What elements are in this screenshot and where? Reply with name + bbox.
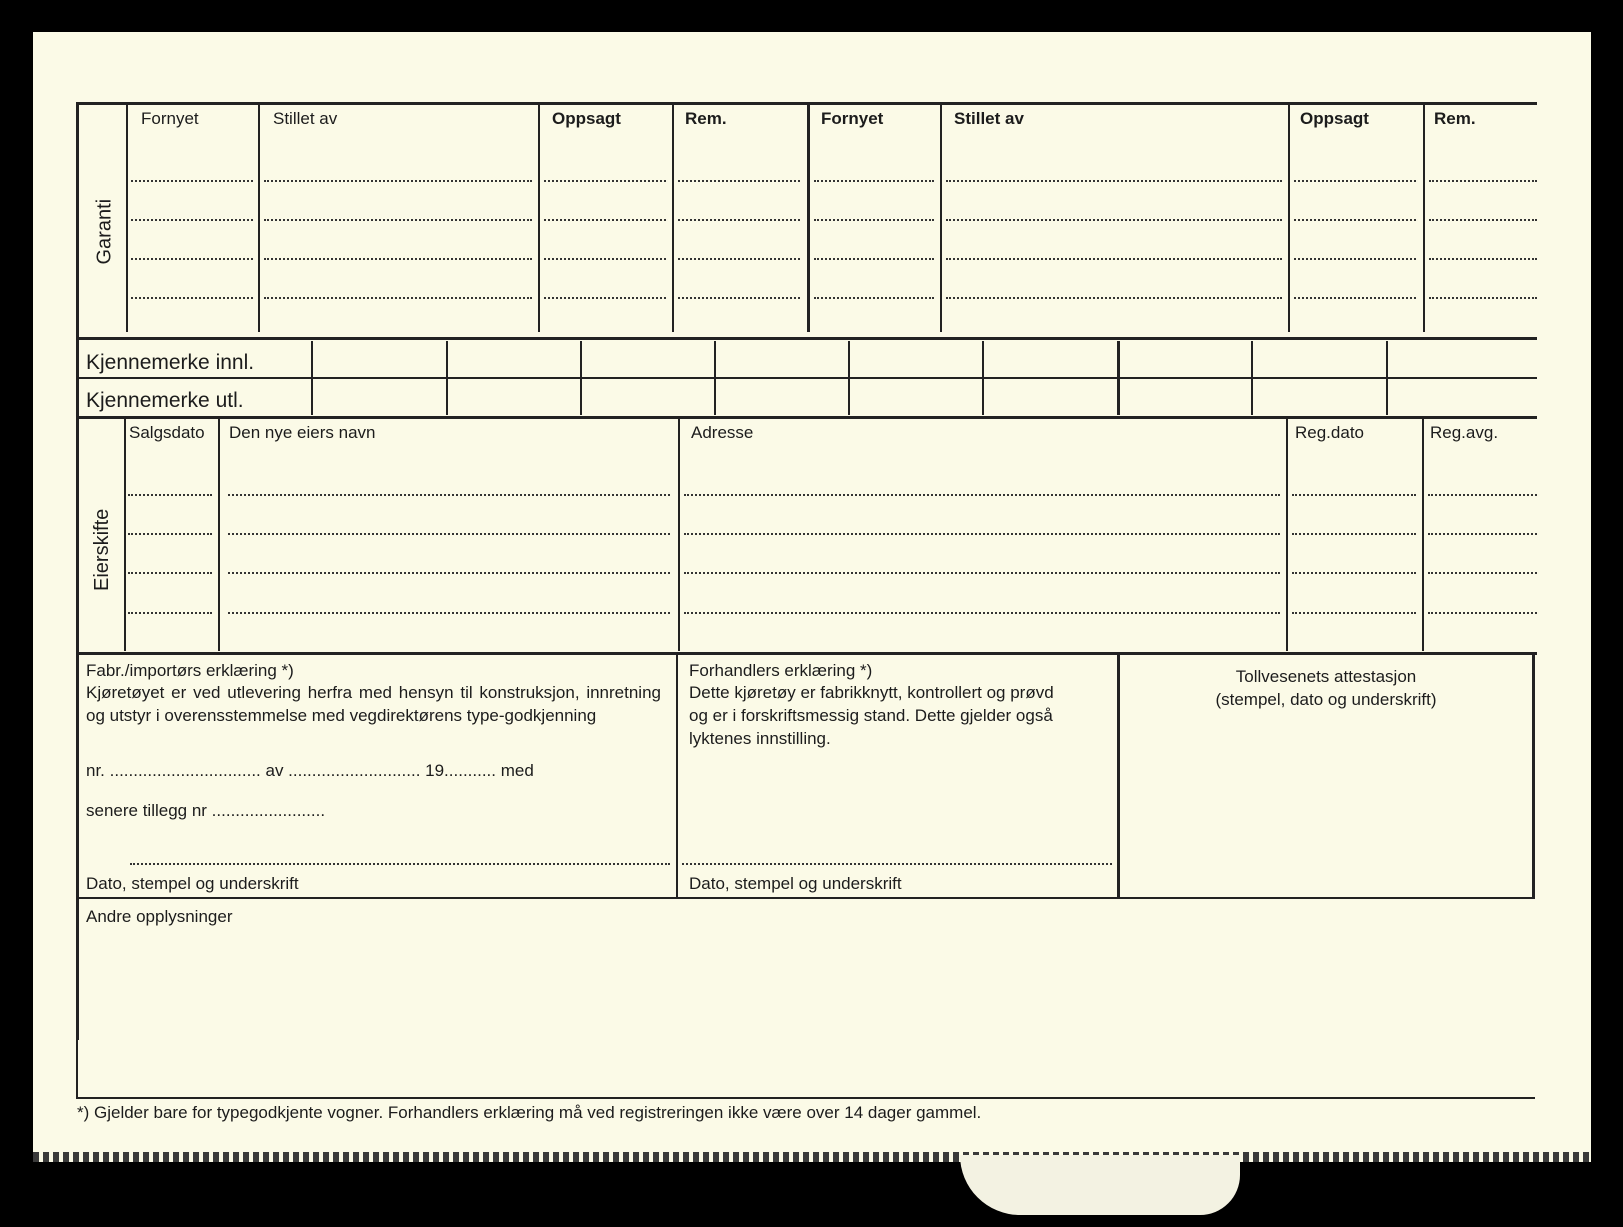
garanti-fill-line[interactable] — [1429, 297, 1537, 299]
garanti-fill-line[interactable] — [1429, 180, 1537, 182]
declarations-divider — [1117, 655, 1120, 897]
garanti-fill-line[interactable] — [946, 297, 1282, 299]
garanti-header-oppsagt: Oppsagt — [552, 109, 621, 128]
garanti-col-divider — [940, 104, 942, 332]
declarations-top-rule — [76, 652, 1537, 655]
garanti-header-rem: Rem. — [685, 109, 727, 128]
fabrikant-signature-line[interactable] — [130, 863, 670, 865]
kjennemerke-cell[interactable] — [1386, 341, 1388, 415]
eierskifte-col-divider — [124, 419, 126, 651]
eierskifte-fill-line[interactable] — [228, 494, 670, 496]
garanti-fill-line[interactable] — [1294, 297, 1416, 299]
eierskifte-top-rule — [76, 416, 1537, 419]
eierskifte-fill-line[interactable] — [1292, 572, 1416, 574]
garanti-header-fornyet: Fornyet — [141, 109, 199, 128]
andre-opplysninger-label: Andre opplysninger — [86, 907, 233, 926]
eierskifte-fill-line[interactable] — [684, 494, 1280, 496]
eierskifte-fill-line[interactable] — [1428, 533, 1537, 535]
eierskifte-header-navn: Den nye eiers navn — [229, 423, 376, 442]
garanti-header-stillet-av: Stillet av — [273, 109, 338, 128]
garanti-fill-line[interactable] — [678, 219, 800, 221]
kjennemerke-cell[interactable] — [982, 341, 984, 415]
kjennemerke-cell[interactable] — [1251, 341, 1253, 415]
kjennemerke-cell[interactable] — [446, 341, 448, 415]
garanti-fill-line[interactable] — [1429, 258, 1537, 260]
garanti-fill-line[interactable] — [131, 219, 253, 221]
garanti-col-divider — [672, 104, 674, 332]
kjennemerke-utl-label: Kjennemerke utl. — [86, 389, 244, 412]
garanti-fill-line[interactable] — [131, 258, 253, 260]
declarations-divider — [676, 655, 678, 897]
kjennemerke-cell[interactable] — [580, 341, 582, 415]
kjennemerke-cell[interactable] — [848, 341, 850, 415]
forhandler-signature-line[interactable] — [682, 863, 1112, 865]
eierskifte-header-adresse: Adresse — [691, 423, 754, 442]
eierskifte-col-divider — [218, 419, 220, 651]
garanti-fill-line[interactable] — [678, 180, 800, 182]
garanti-fill-line[interactable] — [946, 219, 1282, 221]
garanti-fill-line[interactable] — [1294, 258, 1416, 260]
garanti-fill-line[interactable] — [544, 219, 666, 221]
garanti-fill-line[interactable] — [544, 258, 666, 260]
eierskifte-fill-line[interactable] — [1428, 494, 1537, 496]
form-card — [33, 32, 1591, 1154]
perforation-edge — [33, 1152, 1591, 1162]
andre-left-border — [76, 897, 78, 1099]
garanti-col-divider — [538, 104, 540, 332]
forhandler-body: Dette kjøretøy er fabrikknytt, kontrollert og prøvd og er i forskriftsmessig stand. Dette gjelder også lyktenes innstilling. — [689, 683, 1054, 748]
garanti-col-divider — [258, 104, 260, 332]
fabrikant-tillegg-line[interactable]: senere tillegg nr ........................ — [86, 801, 326, 820]
eierskifte-col-divider — [1286, 419, 1288, 651]
kjennemerke-cell[interactable] — [1117, 341, 1120, 415]
eierskifte-fill-line[interactable] — [1292, 612, 1416, 614]
garanti-fill-line[interactable] — [1294, 180, 1416, 182]
toll-title: Tollvesenets attestasjon — [1235, 667, 1417, 686]
fabrikant-title: Fabr./importørs erklæring *) — [86, 661, 294, 680]
garanti-fill-line[interactable] — [814, 258, 934, 260]
toll-subtitle: (stempel, dato og underskrift) — [1215, 690, 1437, 709]
garanti-center-divider — [807, 104, 810, 332]
declarations-right-border — [1532, 655, 1535, 897]
fabrikant-body: Kjøretøyet er ved utlevering herfra med hensyn til konstruksjon, innretning og utstyr i overensstemmelse med vegdirektørens type-godkjenning — [86, 683, 661, 725]
garanti-fill-line[interactable] — [1429, 219, 1537, 221]
garanti-fill-line[interactable] — [1294, 219, 1416, 221]
garanti-header-rem-2: Rem. — [1434, 109, 1476, 128]
eierskifte-header-reg-avg: Reg.avg. — [1430, 423, 1499, 442]
garanti-fill-line[interactable] — [264, 258, 532, 260]
garanti-fill-line[interactable] — [544, 180, 666, 182]
garanti-fill-line[interactable] — [814, 297, 934, 299]
bottom-rule — [76, 1097, 1535, 1099]
eierskifte-fill-line[interactable] — [228, 533, 670, 535]
torn-corner — [960, 1155, 1240, 1215]
kjennemerke-top-rule — [76, 337, 1537, 340]
eierskifte-fill-line[interactable] — [128, 533, 212, 535]
eierskifte-fill-line[interactable] — [128, 494, 212, 496]
garanti-col-divider — [126, 104, 128, 332]
kjennemerke-cell[interactable] — [714, 341, 716, 415]
eierskifte-fill-line[interactable] — [128, 612, 212, 614]
garanti-header-fornyet-2: Fornyet — [821, 109, 884, 128]
garanti-section-label: Garanti — [93, 198, 116, 265]
eierskifte-header-salgsdato: Salgsdato — [129, 423, 205, 442]
garanti-fill-line[interactable] — [131, 180, 253, 182]
eierskifte-section-label: Eierskifte — [91, 508, 113, 591]
eierskifte-fill-line[interactable] — [684, 572, 1280, 574]
kjennemerke-mid-rule — [76, 377, 1537, 379]
declarations-bottom-rule — [76, 897, 1535, 899]
garanti-fill-line[interactable] — [946, 180, 1282, 182]
garanti-header-stillet-av-2: Stillet av — [954, 109, 1024, 128]
eierskifte-fill-line[interactable] — [228, 612, 670, 614]
garanti-fill-line[interactable] — [814, 180, 934, 182]
garanti-col-divider — [1423, 104, 1425, 332]
forhandler-title: Forhandlers erklæring *) — [689, 661, 873, 680]
eierskifte-fill-line[interactable] — [1428, 612, 1537, 614]
footnote: *) Gjelder bare for typegodkjente vogner. Forhandlers erklæring må ved registreringen ikke være over 14 dager gammel. — [77, 1103, 982, 1122]
eierskifte-fill-line[interactable] — [1292, 494, 1416, 496]
garanti-fill-line[interactable] — [264, 180, 532, 182]
eierskifte-fill-line[interactable] — [684, 533, 1280, 535]
kjennemerke-cell[interactable] — [311, 341, 313, 415]
garanti-fill-line[interactable] — [544, 297, 666, 299]
eierskifte-fill-line[interactable] — [128, 572, 212, 574]
eierskifte-fill-line[interactable] — [1292, 533, 1416, 535]
garanti-fill-line[interactable] — [264, 219, 532, 221]
garanti-fill-line[interactable] — [131, 297, 253, 299]
garanti-col-divider — [1288, 104, 1290, 332]
garanti-fill-line[interactable] — [678, 258, 800, 260]
eierskifte-fill-line[interactable] — [228, 572, 670, 574]
garanti-fill-line[interactable] — [814, 219, 934, 221]
fabrikant-signature-label: Dato, stempel og underskrift — [86, 874, 299, 893]
garanti-header-oppsagt-2: Oppsagt — [1300, 109, 1369, 128]
eierskifte-fill-line[interactable] — [1428, 572, 1537, 574]
garanti-fill-line[interactable] — [946, 258, 1282, 260]
fabrikant-nr-line[interactable]: nr. ................................ av ............................ 19........... med — [86, 761, 534, 780]
eierskifte-col-divider — [678, 419, 680, 651]
eierskifte-col-divider — [1422, 419, 1424, 651]
eierskifte-header-reg-dato: Reg.dato — [1295, 423, 1364, 442]
forhandler-signature-label: Dato, stempel og underskrift — [689, 874, 902, 893]
eierskifte-fill-line[interactable] — [684, 612, 1280, 614]
garanti-fill-line[interactable] — [678, 297, 800, 299]
garanti-fill-line[interactable] — [264, 297, 532, 299]
kjennemerke-innl-label: Kjennemerke innl. — [86, 351, 255, 374]
